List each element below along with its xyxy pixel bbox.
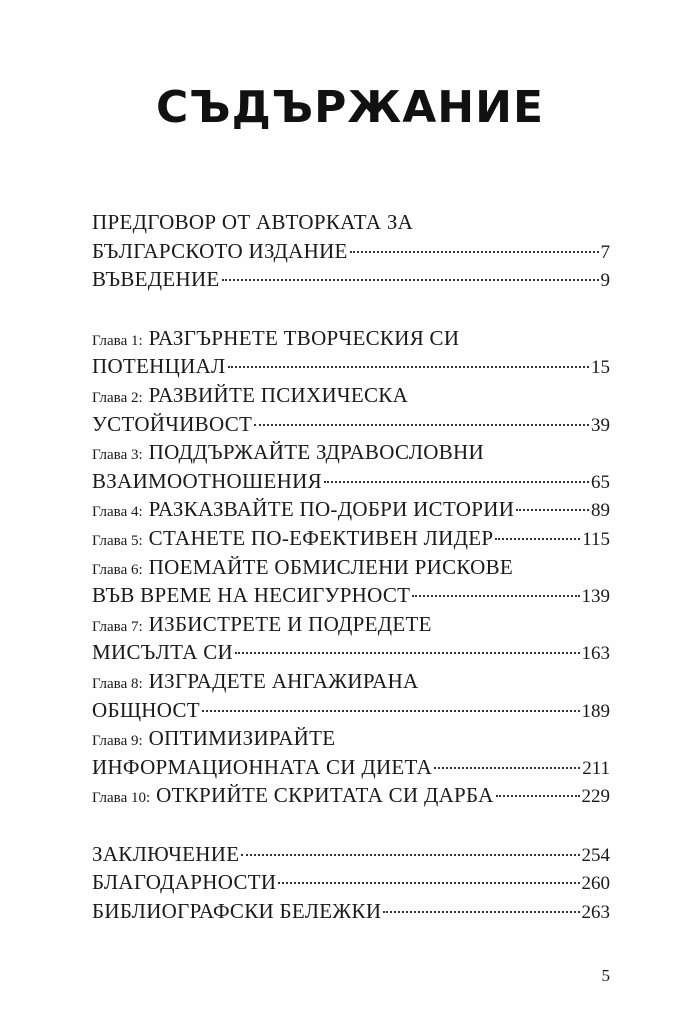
- chapter-title: ОТКРИЙТЕ СКРИТАТА СИ ДАРБА: [156, 783, 494, 808]
- toc-chapter-3-line2[interactable]: [92, 467, 610, 496]
- chapter-title: РАЗКАЗВАЙТЕ ПО-ДОБРИ ИСТОРИИ: [148, 497, 515, 522]
- dot-leader: [278, 882, 579, 884]
- chapter-label: Глава 8:: [92, 675, 143, 692]
- chapter-title: ИЗГРАДЕТЕ АНГАЖИРАНА: [148, 668, 419, 693]
- toc-entry-preface[interactable]: [92, 237, 610, 266]
- toc-chapter-5[interactable]: [92, 524, 610, 553]
- toc-page-number: 65: [591, 471, 610, 493]
- dot-leader: [202, 710, 580, 712]
- toc-chapter-10[interactable]: [92, 781, 610, 810]
- dot-leader: [241, 854, 579, 856]
- toc-entry-title: ЗАКЛЮЧЕНИЕ: [92, 841, 240, 866]
- chapter-title: РАЗВИЙТЕ ПСИХИЧЕСКА: [148, 382, 409, 407]
- chapter-label: Глава 5:: [92, 532, 143, 549]
- page-number: 5: [601, 966, 610, 985]
- toc-chapter-6-line2[interactable]: [92, 581, 610, 610]
- chapter-label: Глава 6:: [92, 561, 143, 578]
- dot-leader: [516, 509, 589, 511]
- section-spacer: [92, 810, 610, 840]
- toc-page-number: 260: [581, 873, 610, 895]
- chapter-title: ИЗБИСТРЕТЕ И ПОДРЕДЕТЕ: [148, 611, 432, 636]
- toc-page-number: 139: [581, 586, 610, 608]
- chapter-title: СТАНЕТЕ ПО-ЕФЕКТИВЕН ЛИДЕР: [148, 525, 494, 550]
- chapter-title: УСТОЙЧИВОСТ: [92, 411, 253, 436]
- toc-entry-title: ПРЕДГОВОР ОТ АВТОРКАТА ЗА: [92, 210, 414, 234]
- chapter-title: ВЗАИМООТНОШЕНИЯ: [92, 468, 322, 493]
- toc-entry-title: БЛАГОДАРНОСТИ: [92, 870, 277, 895]
- dot-leader: [222, 279, 599, 281]
- toc-chapter-7-line1[interactable]: [92, 610, 610, 639]
- toc-page-number: 263: [581, 902, 610, 924]
- toc-page-number: 9: [600, 270, 610, 292]
- chapter-label: Глава 1:: [92, 332, 143, 349]
- toc-chapter-7-line2[interactable]: [92, 638, 610, 667]
- chapter-label: Глава 2:: [92, 389, 143, 406]
- toc-chapter-4[interactable]: [92, 495, 610, 524]
- chapter-title: МИСЪЛТА СИ: [92, 640, 234, 665]
- chapter-label: Глава 4:: [92, 504, 143, 521]
- chapter-title: ИНФОРМАЦИОННАТА СИ ДИЕТА: [92, 754, 433, 779]
- chapter-title: ОБЩНОСТ: [92, 697, 200, 722]
- dot-leader: [235, 652, 579, 654]
- dot-leader: [350, 251, 599, 253]
- page-title: СЪДЪРЖАНИЕ: [155, 82, 545, 133]
- dot-leader: [496, 795, 580, 797]
- toc-page-number: 7: [600, 241, 610, 263]
- toc-page-number: 229: [581, 786, 610, 808]
- dot-leader: [228, 366, 589, 368]
- chapter-title: РАЗГЪРНЕТЕ ТВОРЧЕСКИЯ СИ: [148, 325, 460, 350]
- toc-chapter-2-line1[interactable]: [92, 381, 610, 410]
- section-spacer: [92, 294, 610, 324]
- table-of-contents: [92, 208, 610, 926]
- chapter-title: ПОДДЪРЖАЙТЕ ЗДРАВОСЛОВНИ: [148, 440, 484, 465]
- toc-entry-acknowledgements[interactable]: [92, 868, 610, 897]
- chapter-label: Глава 7:: [92, 618, 143, 635]
- dot-leader: [383, 911, 579, 913]
- chapter-title: ПОЕМАЙТЕ ОБМИСЛЕНИ РИСКОВЕ: [148, 554, 514, 579]
- chapter-label: Глава 10:: [92, 790, 151, 807]
- toc-chapter-1-line1[interactable]: [92, 324, 610, 353]
- toc-chapter-1-line2[interactable]: [92, 352, 610, 381]
- toc-chapter-6-line1[interactable]: [92, 553, 610, 582]
- toc-chapter-8-line2[interactable]: [92, 696, 610, 725]
- toc-chapter-3-line1[interactable]: [92, 438, 610, 467]
- dot-leader: [254, 424, 589, 426]
- toc-entry-introduction[interactable]: [92, 265, 610, 294]
- toc-chapter-2-line2[interactable]: [92, 410, 610, 439]
- toc-entry-preface-line1[interactable]: [92, 208, 610, 237]
- chapter-title: ОПТИМИЗИРАЙТЕ: [148, 726, 336, 751]
- toc-page-number: 211: [582, 757, 610, 779]
- chapter-title: ВЪВ ВРЕМЕ НА НЕСИГУРНОСТ: [92, 583, 411, 608]
- dot-leader: [324, 481, 589, 483]
- toc-entry-title: ВЪВЕДЕНИЕ: [92, 267, 220, 292]
- chapter-title: ПОТЕНЦИАЛ: [92, 354, 226, 379]
- toc-entry-bibliography[interactable]: [92, 897, 610, 926]
- toc-page-number: 163: [581, 643, 610, 665]
- toc-entry-conclusion[interactable]: [92, 840, 610, 869]
- dot-leader: [495, 538, 580, 540]
- toc-page-number: 254: [581, 844, 610, 866]
- chapter-label: Глава 9:: [92, 733, 143, 750]
- toc-chapter-9-line2[interactable]: [92, 753, 610, 782]
- toc-page-number: 189: [581, 700, 610, 722]
- toc-page-number: 115: [582, 528, 610, 550]
- dot-leader: [412, 595, 579, 597]
- toc-page-number: 89: [591, 500, 610, 522]
- toc-chapter-8-line1[interactable]: [92, 667, 610, 696]
- toc-page-number: 39: [591, 414, 610, 436]
- chapter-label: Глава 3:: [92, 447, 143, 464]
- toc-chapter-9-line1[interactable]: [92, 724, 610, 753]
- toc-entry-title: БЪЛГАРСКОТО ИЗДАНИЕ: [92, 238, 348, 263]
- toc-entry-title: БИБЛИОГРАФСКИ БЕЛЕЖКИ: [92, 899, 382, 924]
- dot-leader: [434, 767, 580, 769]
- toc-page-number: 15: [591, 357, 610, 379]
